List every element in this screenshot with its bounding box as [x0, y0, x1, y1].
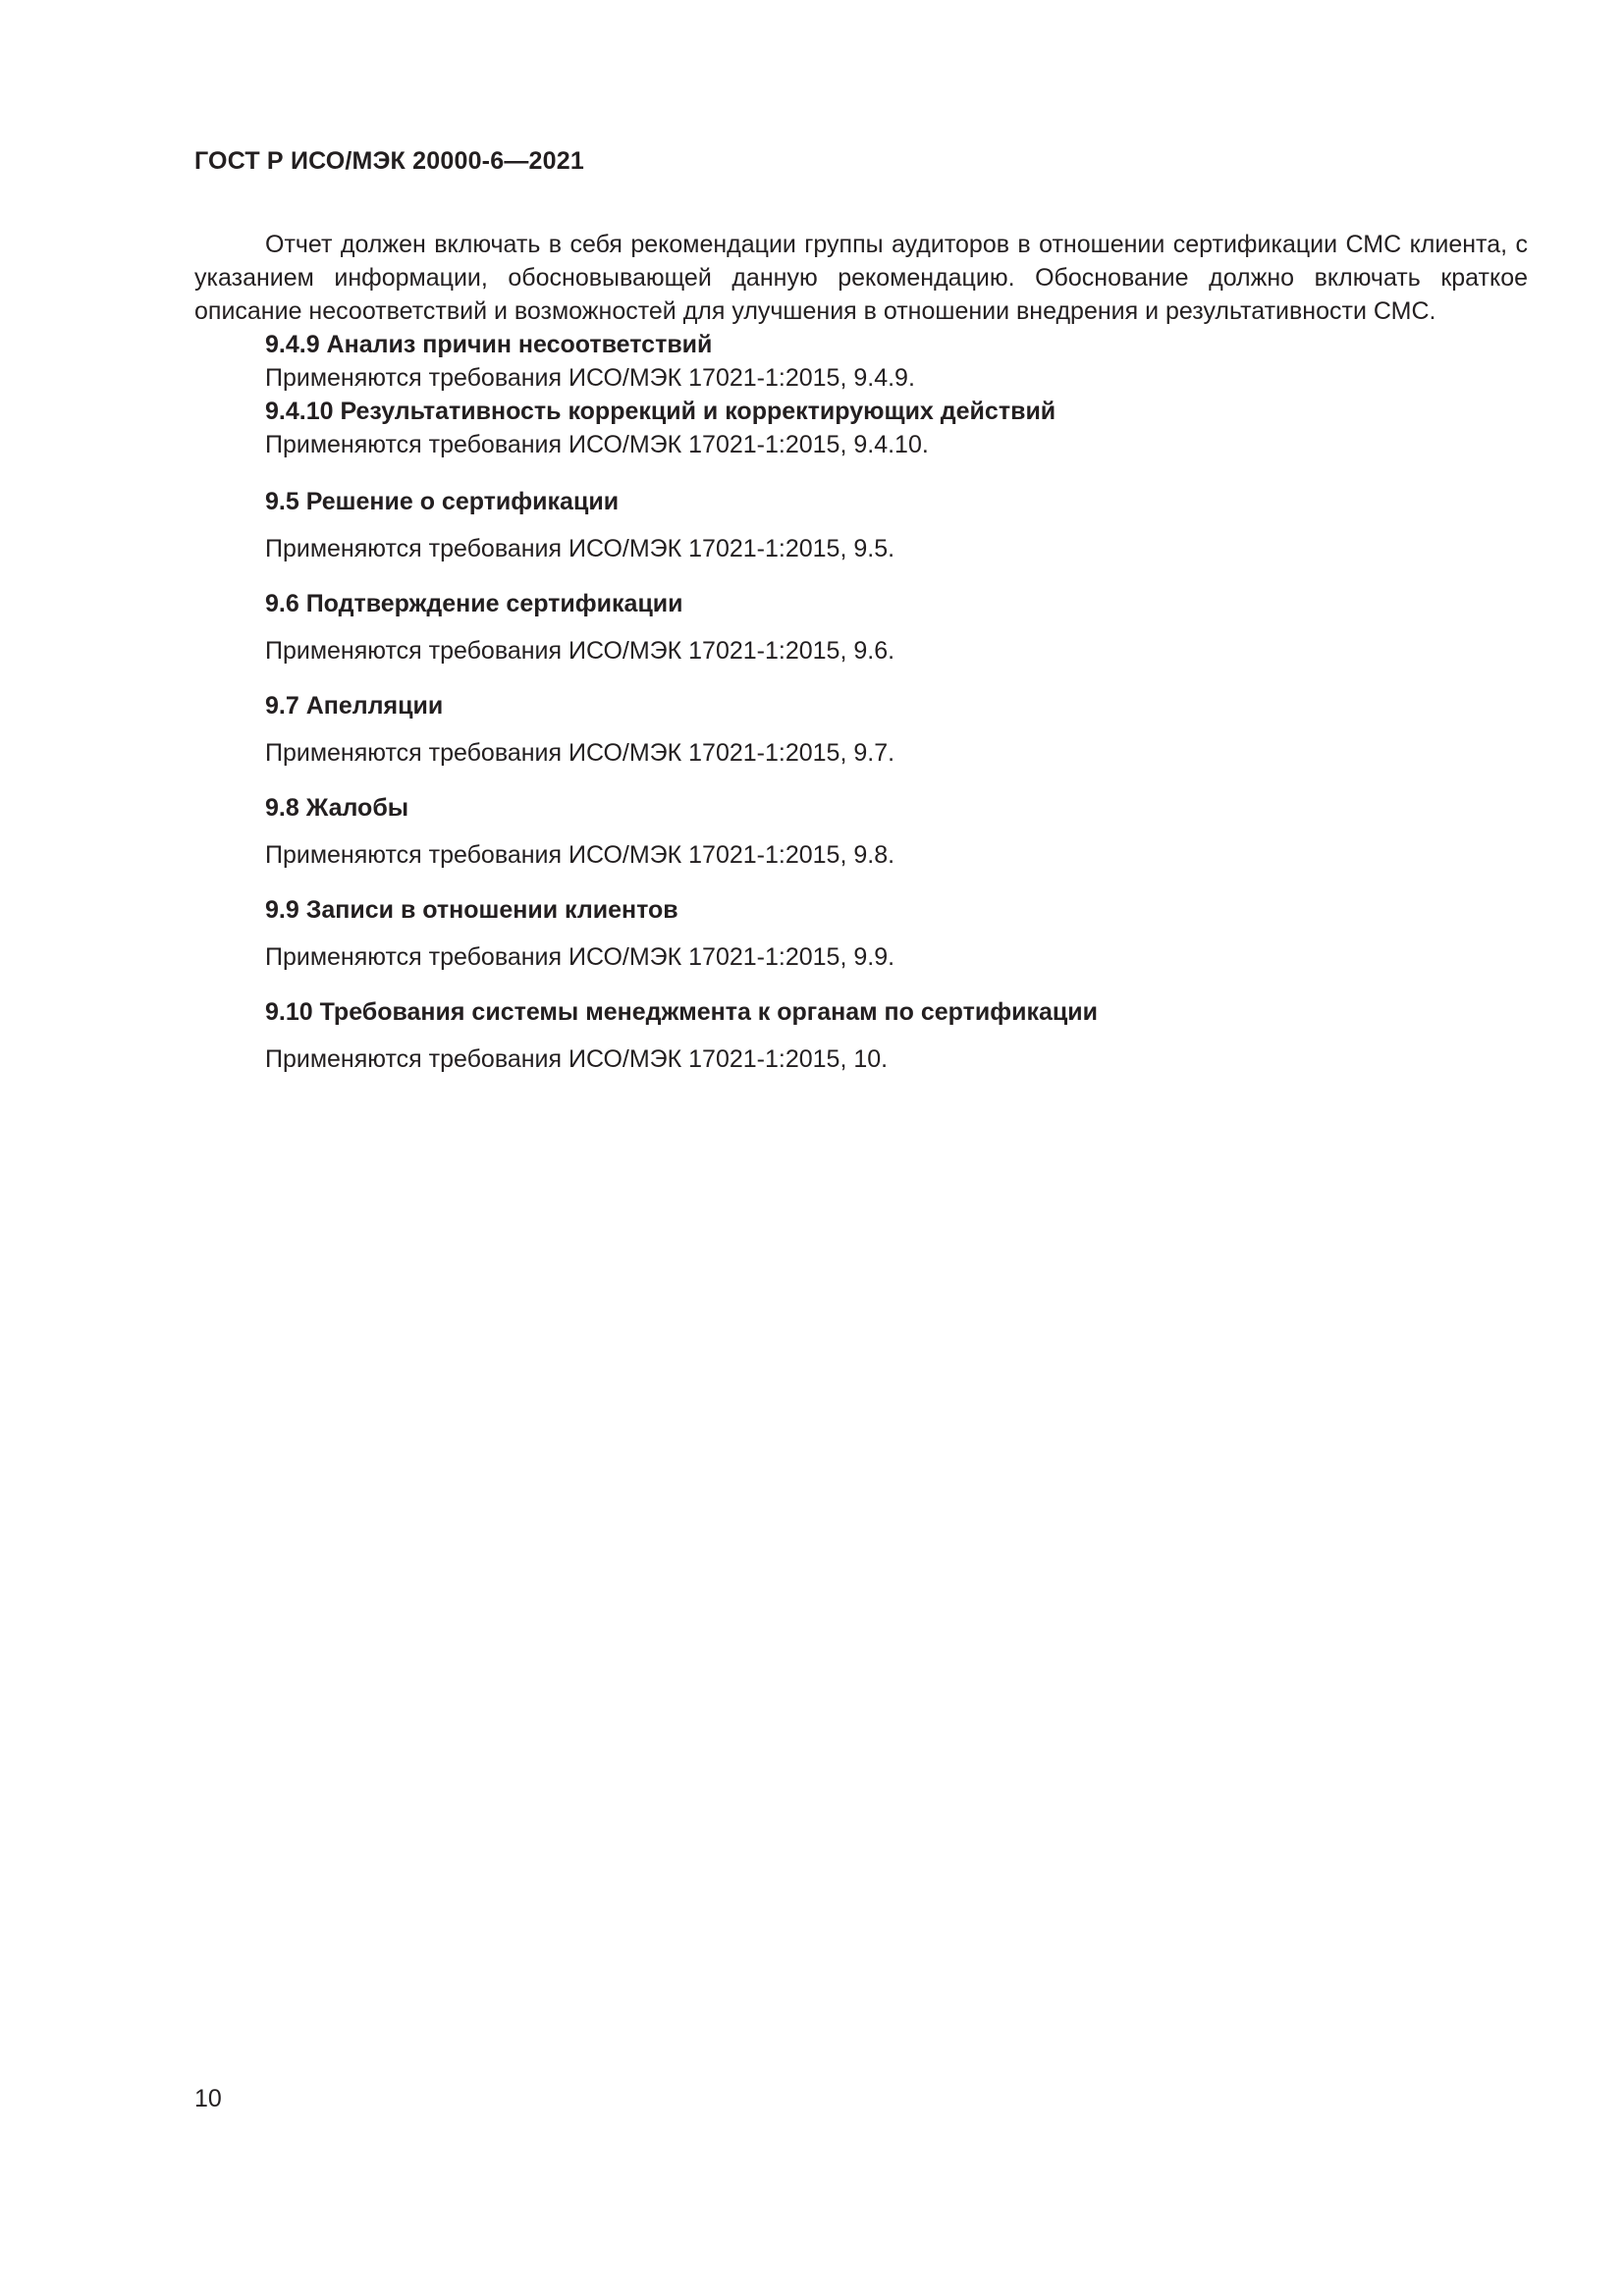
section-text: Применяются требования ИСО/МЭК 17021-1:2015, 9.6. [265, 637, 895, 665]
subsection-heading: 9.4.9 Анализ причин несоответствий [265, 331, 713, 358]
subsection-text: Применяются требования ИСО/МЭК 17021-1:2015, 9.4.10. [265, 431, 929, 458]
section-heading: 9.7 Апелляции [265, 692, 444, 720]
section-text: Применяются требования ИСО/МЭК 17021-1:2015, 9.9. [265, 943, 895, 971]
subsection-text: Применяются требования ИСО/МЭК 17021-1:2015, 9.4.9. [265, 364, 915, 392]
section-9-7 [194, 689, 1528, 770]
section-text: Применяются требования ИСО/МЭК 17021-1:2015, 9.7. [265, 739, 895, 767]
document-header: ГОСТ Р ИСО/МЭК 20000-6—2021 [194, 147, 584, 175]
subsection-heading: 9.4.10 Результативность коррекций и корректирующих действий [265, 398, 1056, 425]
document-body [194, 228, 1528, 1076]
section-9-8 [194, 791, 1528, 872]
section-heading: 9.10 Требования системы менеджмента к органам по сертификации [265, 998, 1098, 1026]
section-text: Применяются требования ИСО/МЭК 17021-1:2015, 9.5. [265, 535, 895, 562]
page-number: 10 [194, 2085, 222, 2112]
subsection-block [194, 328, 1528, 461]
section-heading: 9.5 Решение о сертификации [265, 488, 620, 515]
section-heading: 9.9 Записи в отношении клиентов [265, 896, 678, 924]
section-text: Применяются требования ИСО/МЭК 17021-1:2015, 9.8. [265, 841, 895, 869]
section-text: Применяются требования ИСО/МЭК 17021-1:2015, 10. [265, 1045, 889, 1073]
intro-paragraph: Отчет должен включать в себя рекомендации группы аудиторов в отношении сертификации СМС клиента, с указанием информации, обосновывающей данную рекомендацию. Обоснование должно включать краткое описание несоответствий и возможностей для улучшения в отношении внедрения и результативности СМС. [194, 231, 1528, 325]
section-9-5 [194, 485, 1528, 565]
section-heading: 9.6 Подтверждение сертификации [265, 590, 683, 617]
section-9-6 [194, 587, 1528, 667]
section-heading: 9.8 Жалобы [265, 794, 409, 822]
section-9-9 [194, 893, 1528, 974]
section-9-10 [194, 995, 1528, 1076]
